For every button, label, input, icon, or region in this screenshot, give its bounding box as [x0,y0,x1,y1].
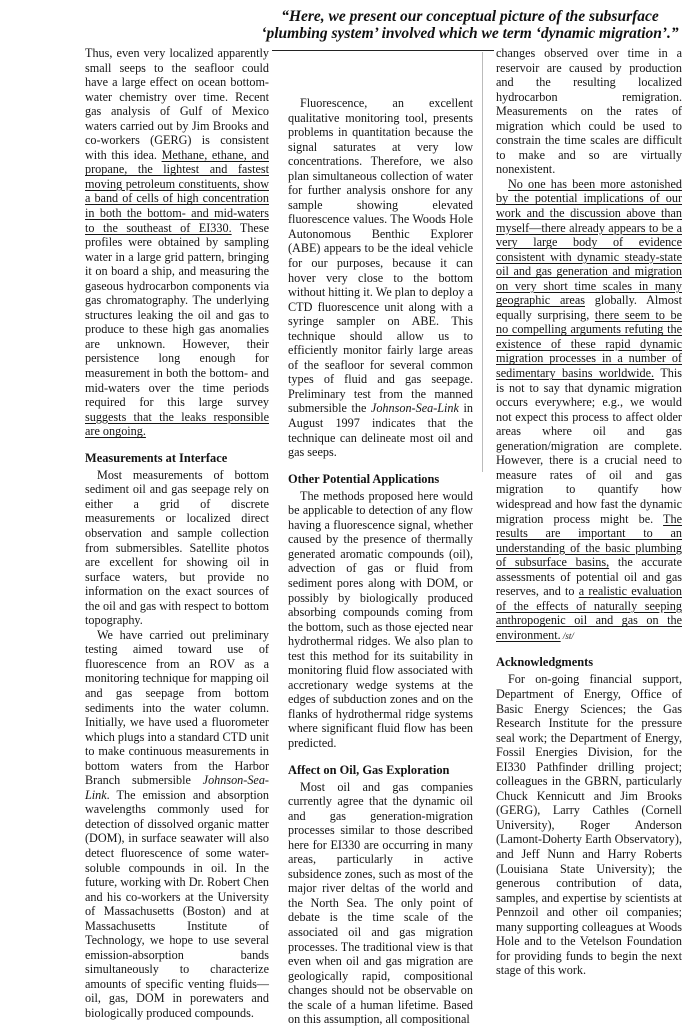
underlined-text: there seem to be no compelling arguments refuting the existence of these rapid dynamic migration processes in a number of sedimentary basins worldwide. [496,307,683,381]
text: . The emission and absorption wavelengths commonly used for detection of dissolved organic matter (DOM), in surface seawater will also detect fluorescence of some water-soluble compounds in oil. In the future, working with Dr. Robert Chen and his co-workers at the University of Massachusetts (Boston) and at Massachusetts Institute of Technology, we hope to use several emission-absorption bands simultaneously to characterize amounts of specific venting fluids—oil, gas, DOM in porewaters and biologically produced compounds. [85,787,269,1020]
paragraph-acknowledgments: For on-going financial support, Department of Energy, Office of Basic Energy Sciences; the Gas Research Institute for the pressure seal work; the Department of Energy, Fossil Energies Division, for the EI330 Pathfinder drilling project; colleagues in the GBRN, particularly Chuck Kennicutt and Jim Brooks (GERG), Larry Cathles (Cornell University), Roger Anderson (Lamont-Doherty Earth Observatory), and Jeff Nunn and Harry Roberts (Louisiana State University); the generous contribution of data, samples, and expertise by scientists at Pennzoil and other oil companies; many supporting colleagues at Woods Hole and to the Vetelson Foundation for providing funds to begin the next stage of this work. [496,672,682,978]
text: This is not to say that dynamic migration occurs everywhere; e.g., we would not expect this process to affect older areas where oil and gas generation/migration are complete. However, there is a crucial need to measure rates of oil and gas migration to quantify how widespread and how fast the dynamic migration process might be. [496,366,683,526]
text: globally. Almost equally surprising, [496,293,683,322]
text: Thus, even very localized apparently small seeps to the seafloor could have a large effect on ocean bottom-water chemistry over time. Recent gas analysis of Gulf of Mexico waters carried out by Jim Brooks and co-workers (GERG) is consistent with this idea. [85,46,269,162]
column-2 [288,96,473,1027]
pull-quote: “Here, we present our conceptual picture of the subsurface ‘plumbing system’ involved which we term ‘dynamic migration’.” [261,8,679,42]
column-1 [85,46,269,1021]
underlined-text: suggests that the leaks responsible are ongoing. [85,409,269,439]
paragraph-other-applications: The methods proposed here would be applicable to detection of any flow having a fluorescence signal, whether caused by the presence of thermally generated aromatic compounds (oil), advection of gas or fluid from sediment pores along with DOM, or possibly by biologically produced absorbing compounds coming from the bottom, such as those ejected near hydrothermal ridges. We also plan to test this method for its suitability in monitoring fluid flow associated with accretionary wedge systems at the edges of subduction zones and on the flanks of hydrothermal ridge systems where significant fluid flow has been predicted. [288,488,473,750]
paragraph-astonished [496,177,682,644]
paragraph-seeps [85,46,269,439]
text: These profiles were obtained by sampling water in a large grid pattern, bringing it on board a ship, and measuring the gaseous hydrocarbon components via gas chromatography. The underlying structures leaking the oil and gas to produce to these high gas anomalies are unknown. However, their persistence long enough for measurement in both the bottom- and mid-waters over the time periods required for this large survey [85,220,269,410]
paragraph-interface: Most measurements of bottom sediment oil and gas seepage rely on either a grid of discrete measurements or localized direct observation and sample collection from submersibles. Satellite photos are excellent for showing oil in surface waters, but provide no information on the exact sources of the oil and gas with respect to bottom topography. [85,467,269,628]
text: in August 1997 indicates that the technique can delineate most oil and gas seeps. [288,401,473,460]
underlined-text: a realistic evaluation of the effects of naturally seeping anthropogenic oil and gas on the environment. [496,584,682,642]
underlined-text: Methane, ethane, and propane, the lightest and fastest moving petroleum constituents, show a band of cells of high concentration in both the bottom- and mid-waters to the southeast of EI330. [85,147,269,235]
paragraph-fluorescence [85,628,269,1021]
text: We have carried out preliminary testing aimed toward use of fluorescence from an ROV as a monitoring technique for mapping oil and gas seepage from bottom sediments into the water column. Initially, we have used a fluorometer which plugs into a standard CTD unit to make continuous measurements in bottom waters from the Harbor Branch submersible [85,627,269,788]
column-3 [496,46,682,978]
italic-text: Johnson-Sea-Link [370,401,459,416]
paragraph-abe [288,96,473,460]
author-initials: /st/ [560,630,574,641]
text: the accurate assessments of potential oil and gas reserves, and to [496,555,682,599]
section-heading-interface: Measurements at Interface [85,450,228,465]
paragraph-affect-exploration: Most oil and gas companies currently agree that the dynamic oil and gas generation-migration processes similar to those described here for EI330 are occurring in many areas, particularly in active subsidence zones, such as most of the major river deltas of the world and the North Sea. The only point of debate is the time scale of the associated oil and gas migration processes. The traditional view is that even when oil and gas migration are geologically rapid, compositional changes should not be observable on the scale of a human lifetime. Based on this assumption, all compositional [288,779,473,1027]
text: Fluorescence, an excellent qualitative monitoring tool, presents problems in quantitation because the signal saturates at very low concentrations. Therefore, we also plan simultaneous collection of water for further analysis onshore for any sample showing elevated fluorescence values. The Woods Hole Autonomous Benthic Explorer (ABE) appears to be the ideal vehicle for our purposes, because it can hover very close to the bottom without hitting it. We plan to deploy a CTD fluorescence unit along with a syringe sampler on ABE. This technique should allow us to efficiently monitor fairly large areas of the seafloor for several common types of fluid and gas seepage. Preliminary test from the manned submersible the [288,96,473,416]
underlined-text: The results are important to an understanding of the basic plumbing of subsurface basins, [496,511,682,570]
pull-quote-rule [272,50,494,51]
paragraph-reservoir-changes: changes observed over time in a reservoir are caused by production and the resulting localized hydrocarbon remigration. Measurements on the rates of migration which could be used to constrain the time scales are difficult to make and so are virtually nonexistent. [496,46,682,177]
section-heading-other-applications: Other Potential Applications [288,471,440,486]
underlined-text: No one has been more astonished by the potential implications of our work and the discussion above than myself—there already appears to be a very large body of evidence consistent with dynamic steady-state oil and gas generation and migration on very short time scales in many geographic areas [496,176,682,308]
section-heading-affect-exploration: Affect on Oil, Gas Exploration [288,762,450,777]
section-heading-acknowledgments: Acknowledgments [496,655,594,670]
italic-text: Johnson-Sea-Link [85,773,269,802]
column-divider [482,52,483,472]
